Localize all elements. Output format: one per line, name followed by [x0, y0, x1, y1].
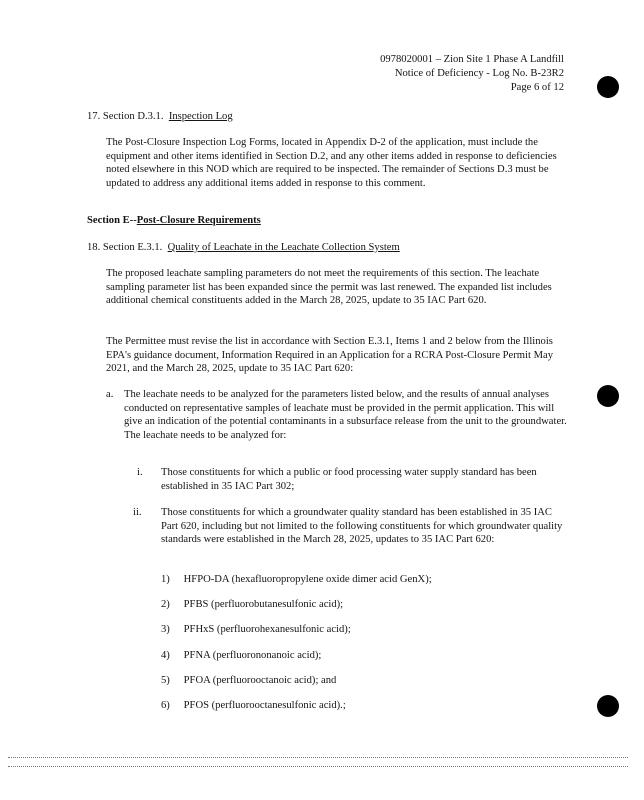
list-item — [161, 573, 432, 587]
section-17-number: 17. Section D.3.1. — [87, 111, 164, 122]
item-a-label: a. — [106, 389, 114, 400]
header-page-number: Page 6 of 12 — [510, 82, 564, 93]
header-log-number: Notice of Deficiency - Log No. B-23R2 — [394, 68, 564, 79]
list-item-number: 2) — [161, 599, 170, 610]
header-doc-id: 0978020001 – Zion Site 1 Phase A Landfill — [380, 54, 564, 65]
item-i-label: i. — [137, 467, 143, 478]
punch-hole-top — [597, 76, 619, 98]
list-item — [161, 623, 351, 637]
list-item-text: PFBS (perfluorobutanesulfonic acid); — [183, 599, 344, 610]
list-item-text: PFOA (perfluorooctanoic acid); and — [183, 675, 337, 686]
section-e-title: Post-Closure Requirements — [136, 215, 261, 226]
section-e-heading — [87, 214, 261, 228]
list-item-text: PFOS (perfluorooctanesulfonic acid).; — [183, 700, 346, 711]
section-17-heading — [87, 110, 233, 124]
punch-hole-bottom — [597, 695, 619, 717]
punch-hole-middle — [597, 385, 619, 407]
section-18-number: 18. Section E.3.1. — [87, 242, 163, 253]
item-a-text: The leachate needs to be analyzed for the parameters listed below, and the results of annual analyses conducted on representative samples of leachate must be provided in the permit application. This will give an indication of the potential contaminants in a subsurface release from the unit to the groundwater. The leachate needs to be analyzed for: — [124, 389, 567, 441]
list-item-number: 5) — [161, 675, 170, 686]
item-ii-label: ii. — [133, 507, 142, 518]
section-18-paragraph-1: The proposed leachate sampling parameters do not meet the requirements of this section. The leachate sampling parameter list has been expanded since the permit was last renewed. The expanded list includes additional chemical constituents added in the March 28, 2025, update to 35 IAC Part 620. — [106, 268, 552, 307]
list-item — [161, 598, 343, 612]
list-item-number: 1) — [161, 574, 170, 585]
item-ii-text: Those constituents for which a groundwater quality standard has been established in 35 IAC Part 620, including but not limited to the following constituents for which groundwater quality standards were established in the March 28, 2025, updates to 35 IAC Part 620: — [161, 507, 563, 546]
scan-artifact-line — [8, 766, 628, 768]
section-17-title: Inspection Log — [168, 111, 233, 122]
section-18-title: Quality of Leachate in the Leachate Collection System — [167, 242, 400, 253]
scan-artifact-line — [8, 757, 628, 759]
section-17-paragraph: The Post-Closure Inspection Log Forms, located in Appendix D-2 of the application, must include the equipment and other items identified in Section D.2, and any other items added in response to deficiencies noted elsewhere in this NOD which are required to be inspected. The remainder of Sections D.3 must be updated to address any additional items added in response to this comment. — [106, 137, 557, 189]
list-item-number: 6) — [161, 700, 170, 711]
list-item-number: 3) — [161, 624, 170, 635]
list-item-text: HFPO-DA (hexafluoropropylene oxide dimer acid GenX); — [183, 574, 432, 585]
section-18-paragraph-2: The Permittee must revise the list in accordance with Section E.3.1, Items 1 and 2 below from the Illinois EPA's guidance document, Information Required in an Application for a RCRA Post-Closure Permit May 2021, and the March 28, 2025, update to 35 IAC Part 620: — [106, 336, 553, 375]
list-item — [161, 699, 346, 713]
item-i-text: Those constituents for which a public or food processing water supply standard has been established in 35 IAC Part 302; — [161, 467, 537, 492]
list-item — [161, 674, 336, 688]
section-e-prefix: Section E-- — [87, 215, 137, 226]
list-item-text: PFHxS (perfluorohexanesulfonic acid); — [183, 624, 351, 635]
list-item — [161, 649, 321, 663]
list-item-text: PFNA (perfluorononanoic acid); — [183, 650, 322, 661]
section-18-heading — [87, 241, 400, 255]
list-item-number: 4) — [161, 650, 170, 661]
